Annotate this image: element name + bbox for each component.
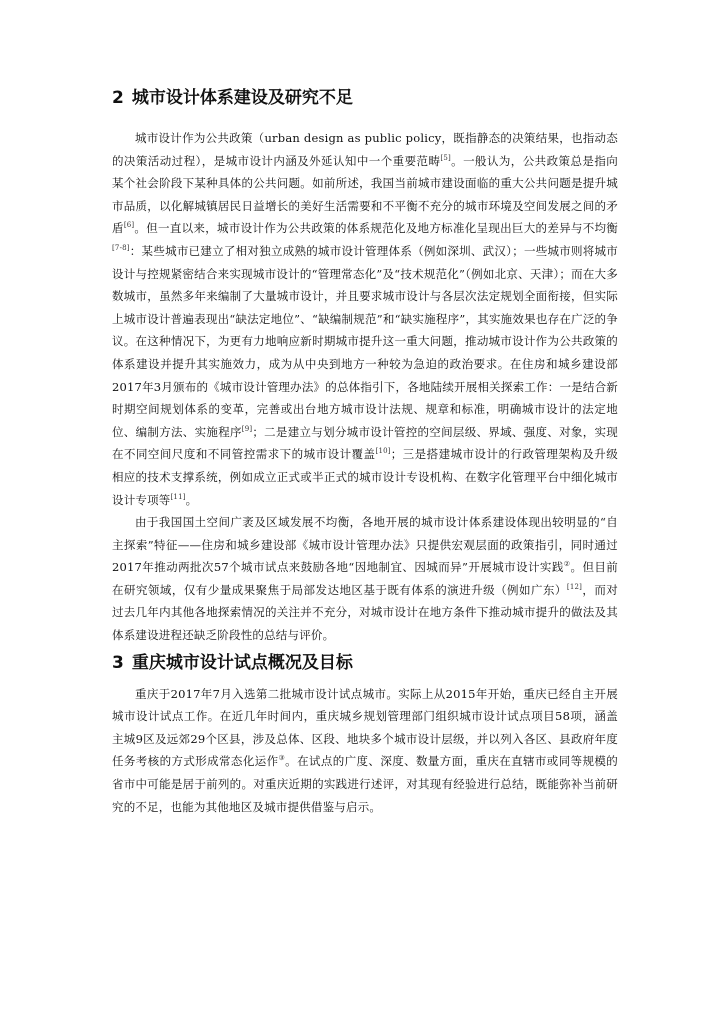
citation-ref: [12] — [566, 582, 583, 591]
citation-ref: [7-8] — [112, 243, 130, 252]
section-2-paragraph-1 — [112, 127, 618, 511]
section-2-paragraph-2 — [112, 511, 618, 647]
section-3-title: 重庆城市设计试点概况及目标 — [131, 652, 353, 673]
text-run: ；三是搭建城市设计的行政管理架构及升级相应的技术支撑系统，例如成立正式或半正式的城市设计专设机构、在数字化管理平台中细化城市设计专项等 — [112, 447, 618, 507]
note-ref: ③ — [278, 754, 286, 763]
text-run: 由于我国国土空间广袤及区域发展不均衡，各地开展的城市设计体系建设体现出较明显的“自主探索”特征——住房和城乡建设部《城市设计管理办法》只提供宏观层面的政策指引，同时通过2017年推动两批次57个城市试点来鼓励各地“因地制宜、因城而异”开展城市设计实践 — [112, 515, 618, 575]
section-2-heading — [112, 86, 618, 110]
text-run: 。 — [185, 492, 198, 507]
citation-ref: [9] — [241, 424, 253, 433]
article-body — [112, 80, 618, 818]
citation-ref: [11] — [170, 492, 186, 501]
text-run: 城市设计作为公共政策（urban design as public policy，既指静态的决策结果，也指动态的决策活动过程），是城市设计内涵及外延认知中一个重要范畴 — [112, 131, 618, 168]
section-3-heading — [112, 651, 618, 675]
text-run: 。一般认为，公共政策总是指向某个社会阶段下某种具体的公共问题。如前所述，我国当前城市建设面临的重大公共问题是提升城市品质，以化解城镇居民日益增长的美好生活需要和不平衡不充分的城市环境及空间发展之间的矛盾 — [112, 153, 618, 236]
section-2-title: 城市设计体系建设及研究不足 — [131, 88, 353, 108]
note-ref: ② — [563, 560, 571, 569]
citation-ref: [6] — [123, 221, 135, 230]
text-run: 。在试点的广度、深度、数量方面，重庆在直辖市或同等规模的省市中可能是居于前列的。对重庆近期的实践进行述评，对其现有经验进行总结，既能弥补当前研究的不足，也能为其他地区及城市提供借鉴与启示。 — [112, 754, 618, 814]
text-run: ，而对过去几年内其他各地探索情况的关注并不充分，对城市设计在地方条件下推动城市提升的做法及其体系建设进程还缺乏阶段性的总结与评价。 — [112, 582, 618, 643]
text-run: 。但一直以来，城市设计作为公共政策的体系规范化及地方标准化呈现出巨大的差异与不均衡 — [134, 221, 619, 236]
section-3-paragraph-1 — [112, 683, 618, 819]
section-3-number: 3 — [112, 652, 124, 673]
text-run: 。但目前在研究领域，仅有少量成果聚焦于局部发达地区基于既有体系的演进升级（例如广东） — [112, 560, 618, 597]
text-run: ；二是建立与划分城市设计管控的空间层级、界域、强度、对象，实现在不同空间尺度和不同管控需求下的城市设计覆盖 — [112, 424, 618, 462]
section-2-number: 2 — [112, 88, 124, 108]
citation-ref: [5] — [440, 153, 451, 162]
citation-ref: [10] — [375, 447, 391, 456]
text-run: 重庆于2017年7月入选第二批城市设计试点城市。实际上从2015年开始，重庆已经自主开展城市设计试点工作。在近几年时间内，重庆城乡规划管理部门组织城市设计试点项目58项，涵盖主城9区及远郊29个区县，涉及总体、区段、地块多个城市设计层级，并以列入各区、县政府年度任务考核的方式形成常态化运作 — [112, 686, 618, 769]
text-run: ：某些城市已建立了相对独立成熟的城市设计管理体系（例如深圳、武汉）；一些城市则将城市设计与控规紧密结合来实现城市设计的“管理常态化”及“技术规范化”（例如北京、天津）；而在大多数城市，虽然多年来编制了大量城市设计，并且要求城市设计与各层次法定规划全面衔接，但实际上城市设计普遍表现出“缺法定地位”、“缺编制规范”和“缺实施程序”，其实施效果也存在广泛的争议。在这种情况下，为更有力地响应新时期城市提升这一重大问题，推动城市设计作为公共政策的体系建设并提升其实施效力，成为从中央到地方一种较为急迫的政治要求。在住房和城乡建设部2017年3月颁布的《城市设计管理办法》的总体指引下，各地陆续开展相关探索工作：一是结合新时期空间规划体系的变革，完善或出台地方城市设计法规、规章和标准，明确城市设计的法定地位、编制方法、实施程序 — [112, 243, 618, 439]
